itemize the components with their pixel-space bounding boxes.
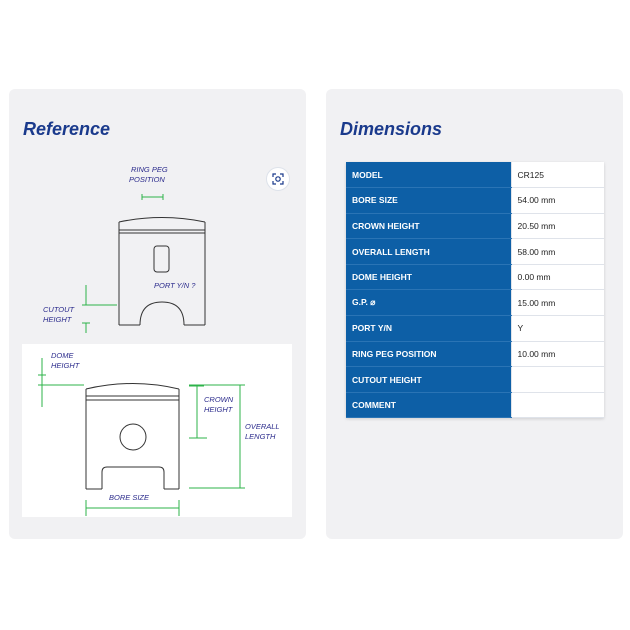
- bore-label: BORE SIZE: [109, 493, 150, 502]
- cutout-dimension: [82, 285, 117, 333]
- row-label: G.P. ⌀: [346, 290, 511, 316]
- port-label: PORT Y/N ?: [154, 281, 196, 290]
- row-value: 15.00 mm: [511, 290, 604, 316]
- zoom-button[interactable]: [266, 167, 290, 191]
- row-value: 54.00 mm: [511, 188, 604, 214]
- row-value: [511, 367, 604, 393]
- row-label: OVERALL LENGTH: [346, 239, 511, 265]
- table-row: [346, 213, 604, 239]
- row-value: 20.50 mm: [511, 213, 604, 239]
- table-row: [346, 239, 604, 265]
- top-piston: [119, 218, 205, 326]
- overall-label-line1: OVERALL: [245, 422, 280, 431]
- reference-card: [9, 89, 306, 539]
- table-row: [346, 367, 604, 393]
- dome-label-line1: DOME: [51, 351, 74, 360]
- row-label: MODEL: [346, 162, 511, 188]
- ring-peg-label-line1: RING PEG: [131, 165, 168, 174]
- row-value: 58.00 mm: [511, 239, 604, 265]
- row-value: Y: [511, 316, 604, 342]
- ring-peg-dimension: [142, 194, 163, 200]
- table-row: [346, 290, 604, 316]
- row-value: 10.00 mm: [511, 341, 604, 367]
- crown-label-line1: CROWN: [204, 395, 234, 404]
- cutout-label-line1: CUTOUT: [43, 305, 75, 314]
- row-label: PORT Y/N: [346, 316, 511, 342]
- row-value: 0.00 mm: [511, 264, 604, 290]
- reference-title: Reference: [23, 119, 111, 139]
- table-row: [346, 341, 604, 367]
- table-row: [346, 162, 604, 188]
- table-row: [346, 392, 604, 418]
- dimensions-table: [346, 162, 604, 418]
- table-row: [346, 316, 604, 342]
- table-row: [346, 264, 604, 290]
- table-row: [346, 188, 604, 214]
- row-label: CROWN HEIGHT: [346, 213, 511, 239]
- row-label: COMMENT: [346, 392, 511, 418]
- zoom-icon: [272, 173, 284, 185]
- cutout-label-line2: HEIGHT: [43, 315, 72, 324]
- ring-peg-label-line2: POSITION: [129, 175, 165, 184]
- dimensions-card: [326, 89, 623, 539]
- row-label: BORE SIZE: [346, 188, 511, 214]
- row-value: [511, 392, 604, 418]
- overall-label-line2: LENGTH: [245, 432, 276, 441]
- row-label: RING PEG POSITION: [346, 341, 511, 367]
- piston-diagram: [9, 89, 306, 539]
- row-value: CR125: [511, 162, 604, 188]
- row-label: CUTOUT HEIGHT: [346, 367, 511, 393]
- dimensions-title: Dimensions: [340, 119, 443, 139]
- crown-label-line2: HEIGHT: [204, 405, 233, 414]
- dome-label-line2: HEIGHT: [51, 361, 80, 370]
- row-label: DOME HEIGHT: [346, 264, 511, 290]
